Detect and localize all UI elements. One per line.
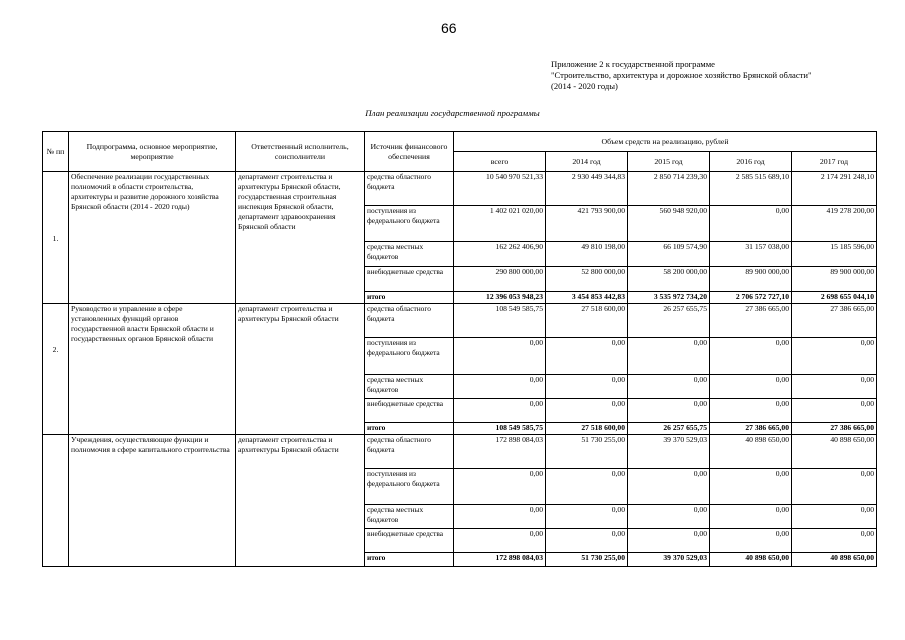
- header-volume: Объем средств на реализацию, рублей: [454, 132, 877, 152]
- source-cell: средства областного бюджета: [365, 304, 454, 338]
- total-cell: 12 396 053 948,23: [454, 292, 546, 304]
- row-number: 2.: [52, 345, 59, 354]
- y2014-cell: 27 518 600,00: [546, 304, 628, 338]
- y2016-cell: 27 386 665,00: [710, 423, 792, 435]
- y2015-cell: 58 200 000,00: [628, 267, 710, 292]
- subprogram-name: Учреждения, осуществляющие функции и полномочия в сфере капитального строительства: [69, 435, 236, 567]
- source-cell: внебюджетные средства: [365, 529, 454, 553]
- y2016-cell: 2 706 572 727,10: [710, 292, 792, 304]
- page-number: 66: [441, 20, 457, 36]
- y2017-cell: 15 185 596,00: [792, 242, 877, 267]
- y2015-cell: 0,00: [628, 469, 710, 505]
- source-cell: внебюджетные средства: [365, 267, 454, 292]
- y2017-cell: 0,00: [792, 399, 877, 423]
- y2016-cell: 89 900 000,00: [710, 267, 792, 292]
- source-cell: итого: [365, 292, 454, 304]
- y2017-cell: 89 900 000,00: [792, 267, 877, 292]
- y2014-cell: 51 730 255,00: [546, 553, 628, 567]
- plan-table: [42, 131, 877, 567]
- row-number-cell: [43, 234, 69, 435]
- y2014-cell: 2 930 449 344,83: [546, 172, 628, 206]
- y2015-cell: 26 257 655,75: [628, 423, 710, 435]
- y2015-cell: 0,00: [628, 399, 710, 423]
- source-cell: поступления из федерального бюджета: [365, 338, 454, 375]
- y2016-cell: 27 386 665,00: [710, 304, 792, 338]
- y2016-cell: 0,00: [710, 206, 792, 242]
- total-cell: 108 549 585,75: [454, 423, 546, 435]
- executor-name: департамент строительства и архитектуры Брянской области: [236, 304, 365, 435]
- y2017-cell: 40 898 650,00: [792, 435, 877, 469]
- header-2015: 2015 год: [628, 152, 710, 172]
- source-cell: итого: [365, 423, 454, 435]
- total-cell: 0,00: [454, 529, 546, 553]
- executor-name: департамент строительства и архитектуры Брянской области: [236, 435, 365, 567]
- total-cell: 108 549 585,75: [454, 304, 546, 338]
- y2017-cell: 2 174 291 248,10: [792, 172, 877, 206]
- row-number-cell: [43, 345, 69, 567]
- y2014-cell: 0,00: [546, 505, 628, 529]
- appendix-line-2: "Строительство, архитектура и дорожное хозяйство Брянской области": [551, 70, 812, 80]
- y2015-cell: 560 948 920,00: [628, 206, 710, 242]
- y2016-cell: 31 157 038,00: [710, 242, 792, 267]
- header-subprogram: Подпрограмма, основное мероприятие, мероприятие: [69, 132, 236, 172]
- appendix-line-1: Приложение 2 к государственной программе: [551, 59, 715, 69]
- y2017-cell: 0,00: [792, 338, 877, 375]
- appendix-header: [551, 59, 812, 92]
- header-total: всего: [454, 152, 546, 172]
- total-cell: 162 262 406,90: [454, 242, 546, 267]
- total-cell: 172 898 084,03: [454, 435, 546, 469]
- total-cell: 1 402 021 020,00: [454, 206, 546, 242]
- y2017-cell: 0,00: [792, 375, 877, 399]
- y2014-cell: 52 800 000,00: [546, 267, 628, 292]
- y2015-cell: 0,00: [628, 505, 710, 529]
- y2016-cell: 0,00: [710, 338, 792, 375]
- y2017-cell: 27 386 665,00: [792, 423, 877, 435]
- header-source: Источник финансового обеспечения: [365, 132, 454, 172]
- y2016-cell: 0,00: [710, 469, 792, 505]
- y2015-cell: 0,00: [628, 529, 710, 553]
- y2016-cell: 40 898 650,00: [710, 553, 792, 567]
- source-cell: итого: [365, 553, 454, 567]
- y2014-cell: 3 454 853 442,83: [546, 292, 628, 304]
- source-cell: средства местных бюджетов: [365, 242, 454, 267]
- y2017-cell: 0,00: [792, 529, 877, 553]
- y2014-cell: 51 730 255,00: [546, 435, 628, 469]
- y2016-cell: 40 898 650,00: [710, 435, 792, 469]
- appendix-line-3: (2014 - 2020 годы): [551, 81, 618, 91]
- source-cell: внебюджетные средства: [365, 399, 454, 423]
- y2014-cell: 0,00: [546, 375, 628, 399]
- total-cell: 0,00: [454, 505, 546, 529]
- subprogram-name: Руководство и управление в сфере установленных функций органов государственной власти Брянской области и государственных органов Брянской области: [69, 304, 236, 435]
- source-cell: средства областного бюджета: [365, 435, 454, 469]
- y2016-cell: 0,00: [710, 399, 792, 423]
- header-num: № пп: [43, 132, 69, 172]
- y2015-cell: 39 370 529,03: [628, 553, 710, 567]
- y2015-cell: 39 370 529,03: [628, 435, 710, 469]
- total-cell: 0,00: [454, 399, 546, 423]
- total-cell: 0,00: [454, 375, 546, 399]
- y2014-cell: 0,00: [546, 338, 628, 375]
- y2017-cell: 0,00: [792, 469, 877, 505]
- y2016-cell: 0,00: [710, 375, 792, 399]
- y2016-cell: 2 585 515 689,10: [710, 172, 792, 206]
- y2015-cell: 26 257 655,75: [628, 304, 710, 338]
- y2014-cell: 49 810 198,00: [546, 242, 628, 267]
- y2015-cell: 0,00: [628, 375, 710, 399]
- source-cell: средства областного бюджета: [365, 172, 454, 206]
- y2017-cell: 27 386 665,00: [792, 304, 877, 338]
- header-executor: Ответственный исполнитель, соисполнители: [236, 132, 365, 172]
- y2016-cell: 0,00: [710, 529, 792, 553]
- y2017-cell: 40 898 650,00: [792, 553, 877, 567]
- total-cell: 0,00: [454, 338, 546, 375]
- y2016-cell: 0,00: [710, 505, 792, 529]
- y2017-cell: 2 698 655 044,10: [792, 292, 877, 304]
- y2017-cell: 419 278 200,00: [792, 206, 877, 242]
- y2015-cell: 2 850 714 239,30: [628, 172, 710, 206]
- header-2017: 2017 год: [792, 152, 877, 172]
- source-cell: средства местных бюджетов: [365, 375, 454, 399]
- header-2016: 2016 год: [710, 152, 792, 172]
- subprogram-name: Обеспечение реализации государственных полномочий в области строительства, архитектуры и развитие дорожного хозяйства Брянской области (2014 - 2020 годы): [69, 172, 236, 304]
- executor-name: департамент строительства и архитектуры Брянской области, государственная строительная инспекция Брянской области, департамент здравоохранения Брянской области: [236, 172, 365, 304]
- source-cell: средства местных бюджетов: [365, 505, 454, 529]
- y2017-cell: 0,00: [792, 505, 877, 529]
- y2015-cell: 0,00: [628, 338, 710, 375]
- table-row: [43, 172, 877, 206]
- y2014-cell: 0,00: [546, 529, 628, 553]
- y2015-cell: 66 109 574,90: [628, 242, 710, 267]
- y2014-cell: 0,00: [546, 399, 628, 423]
- total-cell: 0,00: [454, 469, 546, 505]
- y2014-cell: 0,00: [546, 469, 628, 505]
- table-row: [43, 435, 877, 469]
- total-cell: 290 800 000,00: [454, 267, 546, 292]
- y2014-cell: 421 793 900,00: [546, 206, 628, 242]
- header-2014: 2014 год: [546, 152, 628, 172]
- plan-title: План реализации государственной программы: [365, 108, 540, 118]
- row-number: 1.: [52, 234, 59, 243]
- y2014-cell: 27 518 600,00: [546, 423, 628, 435]
- total-cell: 172 898 084,03: [454, 553, 546, 567]
- source-cell: поступления из федерального бюджета: [365, 206, 454, 242]
- source-cell: поступления из федерального бюджета: [365, 469, 454, 505]
- table-row: [43, 304, 877, 338]
- total-cell: 10 540 970 521,33: [454, 172, 546, 206]
- y2015-cell: 3 535 972 734,20: [628, 292, 710, 304]
